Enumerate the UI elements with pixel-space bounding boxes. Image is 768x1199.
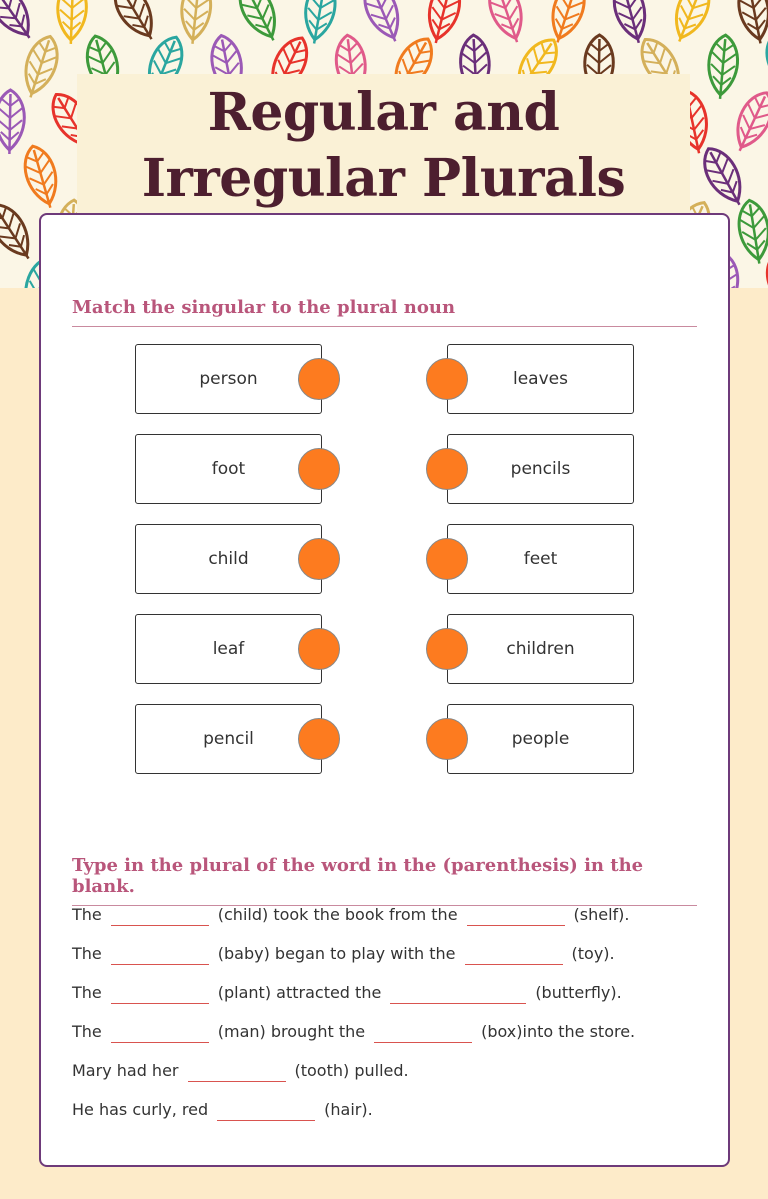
- plural-word-box[interactable]: pencils: [447, 434, 634, 504]
- sentence-text: The: [72, 904, 102, 924]
- sentence-text: (man) brought the: [217, 1021, 366, 1041]
- leaf-icon: [300, 0, 339, 46]
- leaf-icon: [727, 87, 768, 157]
- section-heading-fill-in: Type in the plural of the word in the (parenthesis) in the blank.: [72, 855, 697, 906]
- plural-word-box[interactable]: leaves: [447, 344, 634, 414]
- sentence-text: (toy).: [571, 943, 615, 963]
- sentence-text: (plant) attracted the: [217, 982, 382, 1002]
- sentence-text: He has curly, red: [72, 1099, 209, 1119]
- sentence-text: (baby) began to play with the: [217, 943, 456, 963]
- leaf-icon: [17, 32, 64, 102]
- sentence-row: [72, 901, 630, 927]
- match-dot-right[interactable]: [426, 718, 468, 760]
- answer-blank-input[interactable]: [467, 903, 565, 926]
- leaf-icon: [0, 90, 25, 154]
- leaf-icon: [357, 0, 408, 47]
- match-dot-right[interactable]: [426, 448, 468, 490]
- sentence-row: [72, 940, 615, 966]
- answer-blank-input[interactable]: [217, 1098, 315, 1121]
- sentence-text: (box)into the store.: [481, 1021, 636, 1041]
- sentence-text: The: [72, 1021, 102, 1041]
- leaf-icon: [0, 197, 40, 266]
- title-panel: [77, 74, 690, 220]
- leaf-icon: [19, 142, 64, 211]
- answer-blank-input[interactable]: [465, 942, 563, 965]
- match-dot-right[interactable]: [426, 628, 468, 670]
- sentence-text: (hair).: [324, 1099, 373, 1119]
- leaf-icon: [706, 34, 740, 100]
- sentence-row: [72, 979, 622, 1005]
- page-title: Regular and Irregular Plurals: [141, 82, 626, 209]
- answer-blank-input[interactable]: [374, 1020, 472, 1043]
- plural-word-box[interactable]: people: [447, 704, 634, 774]
- answer-blank-input[interactable]: [111, 903, 209, 926]
- sentence-row: [72, 1057, 409, 1083]
- plural-word-box[interactable]: feet: [447, 524, 634, 594]
- sentence-text: The: [72, 982, 102, 1002]
- match-dot-right[interactable]: [426, 358, 468, 400]
- sentence-text: (tooth) pulled.: [294, 1060, 409, 1080]
- sentence-text: (child) took the book from the: [217, 904, 458, 924]
- singular-word-box[interactable]: person: [135, 344, 322, 414]
- match-dot-left[interactable]: [298, 358, 340, 400]
- section-heading-matching: Match the singular to the plural noun: [72, 297, 697, 327]
- leaf-icon: [734, 0, 768, 46]
- leaf-icon: [483, 0, 531, 47]
- match-dot-left[interactable]: [298, 538, 340, 580]
- answer-blank-input[interactable]: [390, 981, 526, 1004]
- leaf-icon: [0, 0, 41, 46]
- leaf-icon: [232, 0, 286, 47]
- match-dot-left[interactable]: [298, 718, 340, 760]
- leaf-icon: [178, 0, 213, 45]
- leaf-icon: [735, 198, 768, 266]
- match-dot-left[interactable]: [298, 448, 340, 490]
- answer-blank-input[interactable]: [111, 981, 209, 1004]
- leaf-icon: [57, 0, 88, 44]
- sentence-row: [72, 1096, 373, 1122]
- sentence-text: (butterfly).: [535, 982, 622, 1002]
- answer-blank-input[interactable]: [111, 942, 209, 965]
- sentence-text: Mary had her: [72, 1060, 179, 1080]
- answer-blank-input[interactable]: [111, 1020, 209, 1043]
- sentence-text: (shelf).: [573, 904, 630, 924]
- sentence-text: The: [72, 943, 102, 963]
- match-dot-left[interactable]: [298, 628, 340, 670]
- singular-word-box[interactable]: child: [135, 524, 322, 594]
- sentence-row: [72, 1018, 635, 1044]
- leaf-icon: [666, 0, 716, 47]
- singular-word-box[interactable]: pencil: [135, 704, 322, 774]
- answer-blank-input[interactable]: [188, 1059, 286, 1082]
- singular-word-box[interactable]: foot: [135, 434, 322, 504]
- singular-word-box[interactable]: leaf: [135, 614, 322, 684]
- match-dot-right[interactable]: [426, 538, 468, 580]
- worksheet-card: [39, 213, 730, 1167]
- plural-word-box[interactable]: children: [447, 614, 634, 684]
- leaf-icon: [106, 0, 163, 46]
